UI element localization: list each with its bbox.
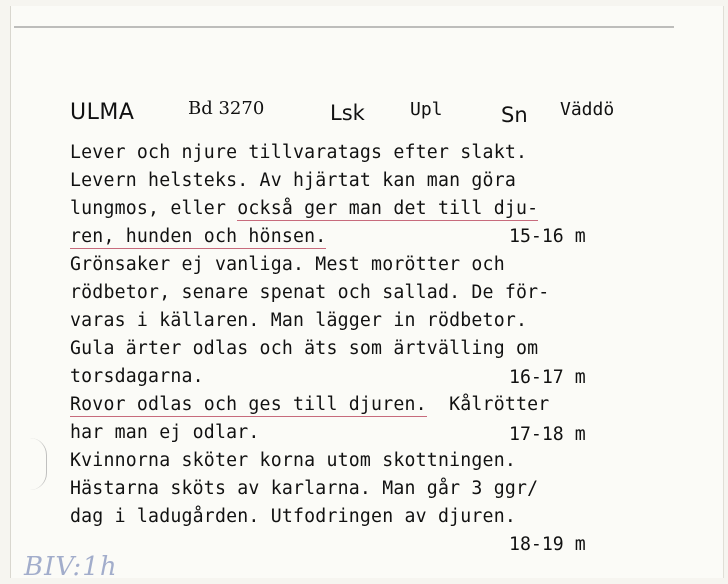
text-line: Hästarna sköts av karlarna. Man går 3 ggr/: [70, 478, 539, 499]
text-segment: Kålrötter: [426, 394, 550, 415]
header-upl: Upl: [410, 99, 443, 120]
text-line: [70, 196, 538, 222]
header-landskap: Lsk: [330, 101, 365, 125]
text-line: varas i källaren. Man lägger in rödbetor.: [70, 310, 528, 331]
text-line: torsdagarna.: [70, 366, 204, 387]
top-rule: [14, 26, 674, 28]
header-socken: Sn: [501, 103, 528, 127]
underlined-text: Rovor odlas och ges till djuren.: [70, 394, 427, 415]
text-line: Kvinnorna sköter korna utom skottningen.: [70, 450, 516, 471]
page-reference: 15-16 m: [509, 226, 586, 247]
text-line: dag i ladugården. Utfodringen av djuren.: [70, 506, 516, 527]
header-place: Väddö: [560, 99, 615, 120]
underlined-text: ren, hunden och hönsen.: [70, 226, 327, 247]
text-segment: lungmos, eller: [70, 198, 238, 219]
text-line: Lever och njure tillvaratags efter slakt.: [70, 142, 528, 163]
header-bd-number: Bd 3270: [188, 98, 265, 119]
page-reference: 16-17 m: [509, 367, 586, 388]
text-line: Grönsaker ej vanliga. Mest morötter och: [70, 254, 505, 275]
header-word: ULMA: [70, 100, 135, 125]
page-reference: 17-18 m: [509, 424, 586, 445]
text-line: Levern helsteks. Av hjärtat kan man göra: [70, 170, 516, 191]
text-line: [70, 392, 549, 418]
archive-handwritten-note: BIV:1h: [24, 552, 118, 582]
text-line: har man ej odlar.: [70, 422, 260, 443]
page-reference: 18-19 m: [509, 534, 586, 555]
text-line: rödbetor, senare spenat och sallad. De för-: [70, 282, 550, 303]
text-line: [70, 224, 326, 250]
underlined-text: också ger man det till dju-: [237, 198, 539, 219]
text-line: Gula ärter odlas och äts som ärtvälling om: [70, 338, 539, 359]
